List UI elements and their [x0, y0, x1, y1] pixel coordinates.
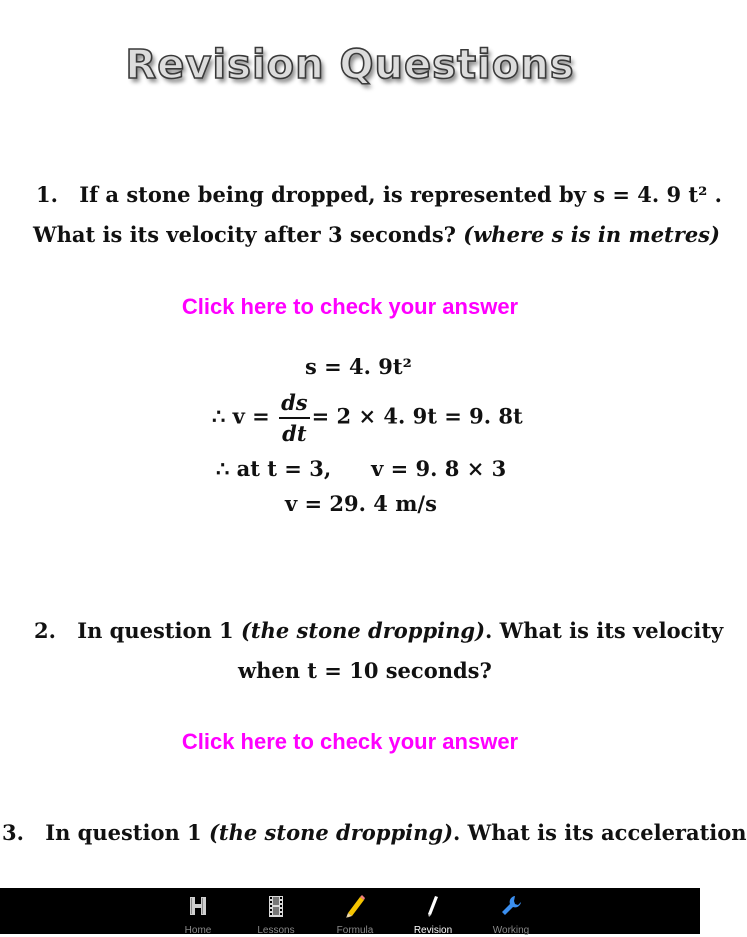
pen-icon	[421, 894, 445, 918]
question-text-rest: . What is its velocity	[485, 618, 724, 643]
tab-label: Home	[184, 925, 212, 936]
question-text-rest: . What is its acceleration	[453, 820, 747, 845]
check-answer-link-2[interactable]: Click here to check your answer	[181, 729, 519, 754]
tab-revision[interactable]	[398, 888, 468, 934]
wrench-icon	[499, 894, 523, 918]
fraction-numerator: ds	[279, 390, 310, 419]
question-text: If a stone being dropped, is represented by	[79, 182, 594, 207]
solution-calculation: v = 9. 8 × 3	[371, 456, 507, 481]
question-1-line-2	[33, 215, 720, 255]
question-text: In question 1	[45, 820, 209, 845]
tab-working[interactable]	[476, 888, 546, 934]
solution-suffix: = 2 × 4. 9t = 9. 8t	[311, 403, 523, 429]
solution-line-3	[216, 456, 506, 481]
fraction-denominator: dt	[282, 421, 307, 446]
tab-lessons[interactable]	[241, 888, 311, 934]
question-formula: s = 4. 9 t² .	[593, 182, 722, 207]
tab-label: Formula	[336, 925, 374, 936]
tab-home[interactable]	[163, 888, 233, 934]
question-text: In question 1	[77, 618, 241, 643]
question-number: 2.	[34, 618, 56, 643]
solution-line-1: s = 4. 9t²	[305, 354, 412, 379]
question-note: (the stone dropping)	[240, 618, 486, 643]
question-number: 1.	[36, 182, 58, 207]
solution-condition: ∴ at t = 3,	[216, 456, 332, 481]
page-title: Revision Questions	[125, 42, 575, 88]
tab-formula[interactable]	[320, 888, 390, 934]
pencil-icon	[343, 894, 367, 918]
question-number: 3.	[2, 820, 24, 845]
question-text: What is its velocity after 3 seconds?	[33, 222, 464, 247]
home-h-icon	[186, 894, 210, 918]
tab-bar	[0, 888, 700, 934]
question-2-line-2: when t = 10 seconds?	[238, 658, 492, 683]
solution-line-2	[212, 390, 523, 446]
question-note: (where s is in metres)	[463, 222, 720, 247]
question-2	[34, 611, 723, 651]
solution-line-4: v = 29. 4 m/s	[285, 491, 437, 516]
question-1	[36, 175, 722, 215]
tab-label: Lessons	[257, 925, 295, 936]
check-answer-link-1[interactable]: Click here to check your answer	[181, 294, 519, 319]
question-3	[2, 813, 747, 853]
solution-prefix: ∴ v =	[212, 403, 278, 429]
tab-label: Working	[492, 925, 530, 936]
tab-label: Revision	[413, 925, 453, 936]
derivative-fraction	[279, 390, 310, 446]
question-note: (the stone dropping)	[208, 820, 454, 845]
film-strip-icon	[264, 894, 288, 918]
